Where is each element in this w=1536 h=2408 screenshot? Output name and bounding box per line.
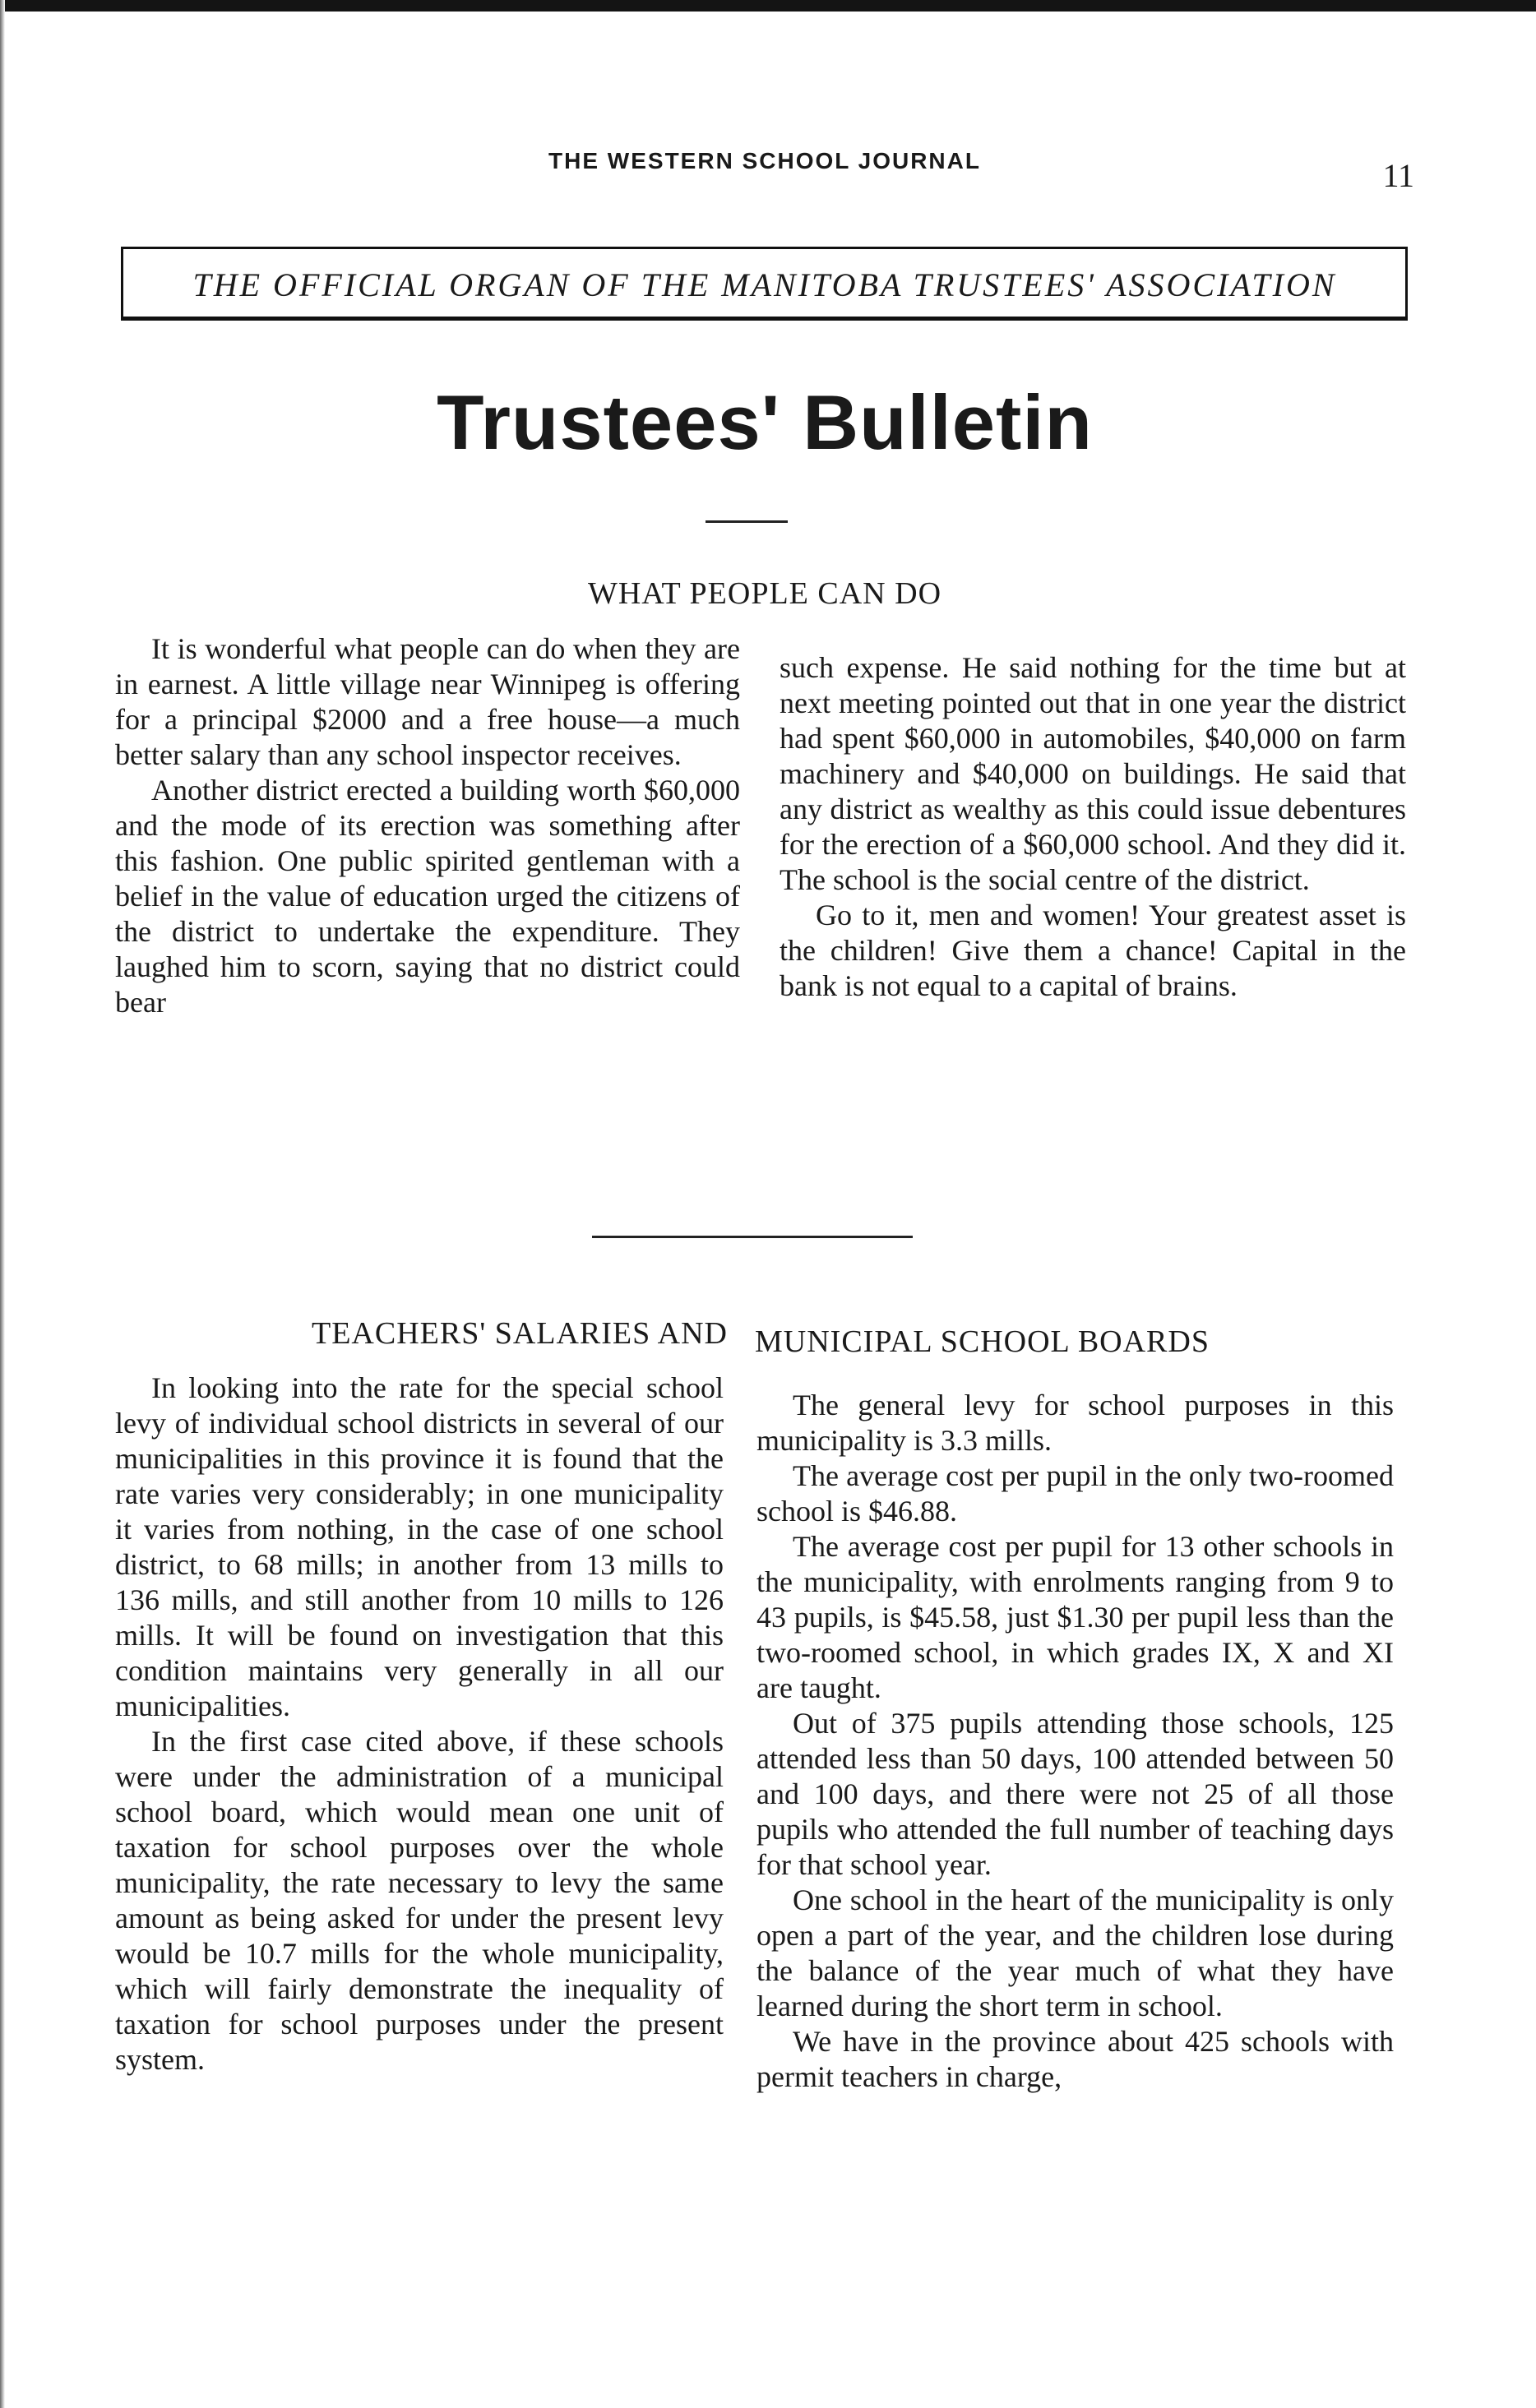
- scan-left-edge: [0, 0, 5, 2408]
- article2-left-column: [115, 1370, 724, 2078]
- article1-left-column: [115, 631, 740, 1020]
- article2-right-column: [756, 1388, 1394, 2095]
- association-banner: [121, 247, 1408, 321]
- running-head: THE WESTERN SCHOOL JOURNAL: [548, 148, 981, 173]
- paragraph: The average cost per pupil in the only two-roomed school is $46.88.: [756, 1459, 1394, 1528]
- section-divider: [592, 1236, 913, 1238]
- paragraph: One school in the heart of the municipality is only open a part of the year, and the children lose during the balance of the year much of what they have learned during the short term in school.: [756, 1883, 1394, 2022]
- scan-top-border: [0, 0, 1536, 12]
- paragraph: The average cost per pupil for 13 other schools in the municipality, with enrolments ranging from 9 to 43 pupils, is $45.58, just $1.30 per pupil less than the two-roomed school, in which grades IX, X and XI are taught.: [756, 1530, 1394, 1704]
- paragraph: It is wonderful what people can do when they are in earnest. A little village near Winnipeg is offering for a principal $2000 and a free house—a much better salary than any school inspector receives.: [115, 632, 740, 771]
- title-rule: [706, 520, 788, 523]
- paragraph: Go to it, men and women! Your greatest asset is the children! Give them a chance! Capital in the bank is not equal to a capital of brains.: [780, 899, 1406, 1002]
- article1-heading: WHAT PEOPLE CAN DO: [587, 576, 942, 611]
- bulletin-title: Trustees' Bulletin: [437, 379, 1093, 465]
- paragraph: such expense. He said nothing for the time but at next meeting pointed out that in one year the district had spent $60,000 in automobiles, $40,000 on farm machinery and $40,000 on buildings. He said that any district as wealthy as this could issue debentures for the erection of a $60,000 school. And they did it. The school is the social centre of the district.: [780, 651, 1406, 896]
- banner-text: THE OFFICIAL ORGAN OF THE MANITOBA TRUSTEES' ASSOCIATION: [192, 266, 1337, 303]
- paragraph: We have in the province about 425 schools with permit teachers in charge,: [756, 2025, 1394, 2093]
- paragraph: Another district erected a building worth $60,000 and the mode of its erection was something after this fashion. One public spirited gentleman with a belief in the value of education urged the citizens of the district to undertake the expenditure. They laughed him to scorn, saying that no district could bear: [115, 774, 740, 1019]
- paragraph: Out of 375 pupils attending those schools, 125 attended less than 50 days, 100 attended between 50 and 100 days, and there were not 25 of all those pupils who attended the full number of teaching days for that school year.: [756, 1707, 1394, 1881]
- paragraph: The general levy for school purposes in this municipality is 3.3 mills.: [756, 1389, 1394, 1457]
- article2-heading-right: MUNICIPAL SCHOOL BOARDS: [755, 1324, 1210, 1359]
- page-number: 11: [1382, 157, 1414, 194]
- paragraph: In looking into the rate for the special school levy of individual school districts in several of our municipalities in this province it is found that the rate varies very considerably; in one municipality it varies from nothing, in the case of one school district, to 68 mills; in another from 13 mills to 136 mills, and still another from 10 mills to 126 mills. It will be found on investigation that this condition maintains very generally in all our municipalities.: [115, 1371, 724, 1722]
- article1-right-column: [780, 650, 1406, 1004]
- paragraph: In the first case cited above, if these schools were under the administration of a municipal school board, which would mean one unit of taxation for school purposes over the whole municipality, the rate necessary to levy the same amount as being asked for under the present levy would be 10.7 mills for the whole municipality, which will fairly demonstrate the inequality of taxation for school purposes under the present system.: [115, 1725, 724, 2076]
- article2-heading-left: TEACHERS' SALARIES AND: [312, 1316, 728, 1351]
